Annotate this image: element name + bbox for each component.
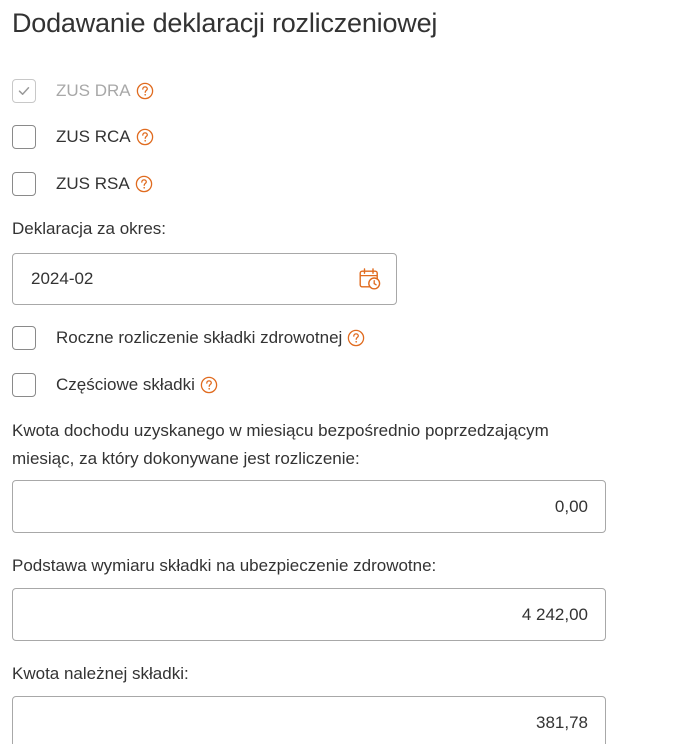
zus-rsa-label: ZUS RSA	[56, 174, 130, 193]
checkbox-row-zus-rca	[12, 124, 154, 150]
help-icon[interactable]	[200, 376, 218, 394]
partial-contributions-checkbox[interactable]	[12, 373, 36, 397]
period-label: Deklaracja za okres:	[12, 219, 167, 238]
checkbox-row-zus-rsa	[12, 171, 153, 197]
help-icon[interactable]	[136, 128, 154, 146]
checkbox-row-partial-contributions	[12, 372, 218, 398]
annual-settlement-checkbox[interactable]	[12, 326, 36, 350]
help-icon[interactable]	[347, 329, 365, 347]
basis-label: Podstawa wymiaru składki na ubezpieczenie zdrowotne:	[12, 556, 437, 575]
calendar-icon[interactable]	[358, 267, 382, 291]
basis-value: 4 242,00	[521, 604, 588, 624]
basis-amount-field[interactable]	[12, 588, 606, 641]
checkbox-row-zus-dra	[12, 78, 154, 104]
income-amount-field[interactable]	[12, 480, 606, 533]
annual-settlement-label: Roczne rozliczenie składki zdrowotnej	[56, 328, 343, 347]
page-title: Dodawanie deklaracji rozliczeniowej	[12, 8, 438, 38]
help-icon[interactable]	[135, 175, 153, 193]
income-label: Kwota dochodu uzyskanego w miesiącu bezpośrednio poprzedzającym miesiąc, za który dokonywane jest rozliczenie:	[12, 421, 549, 468]
checkmark-icon	[17, 84, 31, 98]
income-value: 0,00	[554, 496, 588, 516]
partial-contributions-label: Częściowe składki	[56, 375, 195, 394]
zus-rsa-checkbox[interactable]	[12, 172, 36, 196]
checkbox-row-annual-settlement	[12, 325, 365, 351]
help-icon[interactable]	[136, 82, 154, 100]
zus-dra-checkbox[interactable]	[12, 79, 36, 103]
due-amount-field[interactable]	[12, 696, 606, 744]
zus-dra-label: ZUS DRA	[56, 81, 131, 100]
period-date-field[interactable]	[12, 253, 397, 305]
due-label: Kwota należnej składki:	[12, 664, 189, 683]
due-value: 381,78	[536, 712, 588, 732]
zus-rca-checkbox[interactable]	[12, 125, 36, 149]
period-value: 2024-02	[31, 269, 94, 288]
zus-rca-label: ZUS RCA	[56, 127, 131, 146]
